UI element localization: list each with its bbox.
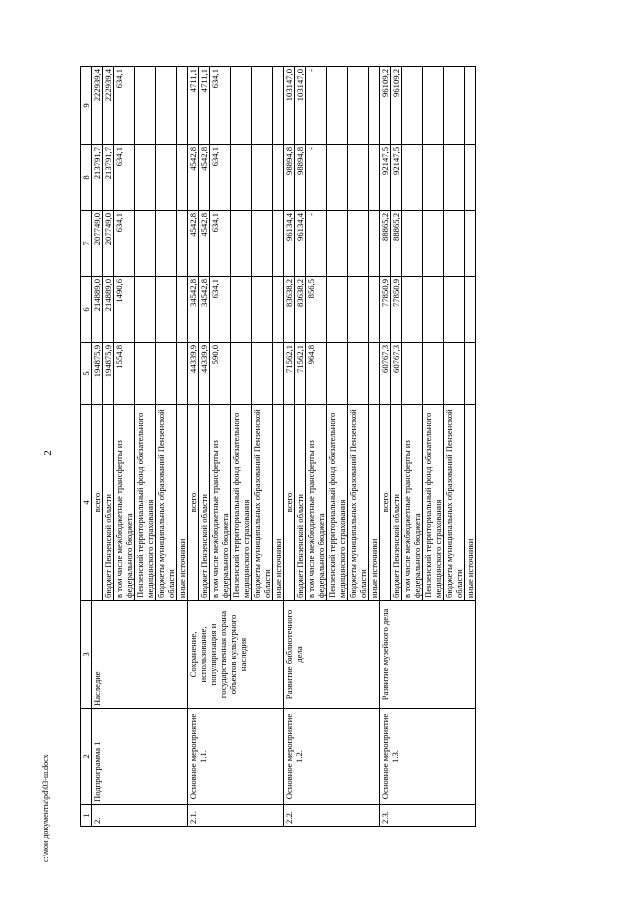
value-cell [348, 67, 369, 145]
value-cell: 222939,4 [92, 67, 103, 145]
value-cell [327, 211, 348, 277]
program-name-cell: Основное мероприятие 1.3. [380, 709, 476, 805]
value-cell [252, 67, 273, 145]
value-cell [348, 277, 369, 343]
value-cell: 634,1 [210, 211, 231, 277]
value-cell: 4711,1 [199, 67, 210, 145]
value-cell [156, 67, 177, 145]
table-row [188, 67, 199, 827]
value-cell: 92147,5 [380, 145, 391, 211]
value-cell: 34542,8 [188, 277, 199, 343]
value-cell [444, 145, 465, 211]
value-cell: 96109,2 [391, 67, 402, 145]
value-cell: 213791,7 [92, 145, 103, 211]
funding-source-cell: бюджет Пензенской области [199, 405, 210, 601]
program-name-cell: Основное мероприятие 1.2. [284, 709, 380, 805]
value-cell: 103147,0 [295, 67, 306, 145]
value-cell [423, 145, 444, 211]
funding-source-cell: в том числе межбюджетные трансферты из федерального бюджета [210, 405, 231, 601]
value-cell: 213791,7 [103, 145, 114, 211]
value-cell [231, 277, 252, 343]
value-cell [465, 277, 476, 343]
row-number-cell: 2.2. [284, 805, 380, 827]
funding-source-cell: бюджеты муниципальных образований Пензенской области [444, 405, 465, 601]
value-cell: 634,1 [114, 67, 135, 145]
row-number-cell: 2.3. [380, 805, 476, 827]
value-cell [156, 211, 177, 277]
value-cell: 92147,5 [391, 145, 402, 211]
value-cell: 1554,8 [114, 343, 135, 405]
executor-cell: Развитие музейного дела [380, 601, 476, 709]
value-cell: 83638,2 [284, 277, 295, 343]
value-cell [231, 67, 252, 145]
value-cell: 44339,9 [199, 343, 210, 405]
value-cell: 96109,2 [380, 67, 391, 145]
value-cell [348, 211, 369, 277]
value-cell [369, 277, 380, 343]
value-cell [252, 343, 273, 405]
program-name-cell: Основное мероприятие 1.1. [188, 709, 284, 805]
value-cell: 590,0 [210, 343, 231, 405]
value-cell [327, 145, 348, 211]
value-cell [465, 211, 476, 277]
column-number-cell: 1 [81, 805, 92, 827]
executor-cell: Развитие библиотечного дела [284, 601, 380, 709]
funding-source-cell: бюджет Пензенской области [103, 405, 114, 601]
column-number-cell: 5 [81, 343, 92, 405]
value-cell [369, 67, 380, 145]
value-cell [156, 277, 177, 343]
value-cell [156, 145, 177, 211]
funding-source-cell: бюджеты муниципальных образований Пензенской области [156, 405, 177, 601]
funding-source-cell: Пензенский территориальный фонд обязательного медицинского страхования [231, 405, 252, 601]
value-cell [273, 67, 284, 145]
value-cell [369, 343, 380, 405]
column-number-cell: 3 [81, 601, 92, 709]
value-cell [231, 211, 252, 277]
value-cell [444, 277, 465, 343]
value-cell: 214889,0 [92, 277, 103, 343]
table-row [92, 67, 103, 827]
funding-source-cell: Пензенский территориальный фонд обязательного медицинского страхования [327, 405, 348, 601]
value-cell [444, 211, 465, 277]
value-cell: 98894,8 [284, 145, 295, 211]
value-cell [369, 211, 380, 277]
value-cell [423, 277, 444, 343]
value-cell [423, 343, 444, 405]
value-cell: 96134,4 [295, 211, 306, 277]
value-cell [135, 211, 156, 277]
value-cell: 103147,0 [284, 67, 295, 145]
value-cell: 634,1 [210, 67, 231, 145]
rotated-table-wrapper [80, 67, 550, 827]
value-cell [231, 343, 252, 405]
value-cell: 194875,9 [92, 343, 103, 405]
value-cell [444, 343, 465, 405]
page-number: 2 [42, 450, 54, 456]
value-cell [156, 343, 177, 405]
value-cell [252, 277, 273, 343]
program-name-cell: Подпрограмма 1 [92, 709, 188, 805]
value-cell [402, 343, 423, 405]
value-cell [177, 67, 188, 145]
value-cell [348, 343, 369, 405]
value-cell: 194875,9 [103, 343, 114, 405]
funding-source-cell: всего [92, 405, 103, 601]
value-cell [327, 343, 348, 405]
funding-source-cell: иные источники [369, 405, 380, 601]
value-cell: 98894,8 [295, 145, 306, 211]
value-cell [348, 145, 369, 211]
funding-source-cell: бюджеты муниципальных образований Пензенской области [252, 405, 273, 601]
value-cell [423, 211, 444, 277]
value-cell: 71562,1 [295, 343, 306, 405]
column-number-cell: 6 [81, 277, 92, 343]
budget-table [80, 66, 476, 827]
value-cell [273, 211, 284, 277]
value-cell [231, 145, 252, 211]
value-cell [402, 277, 423, 343]
value-cell [135, 343, 156, 405]
column-number-row [81, 67, 92, 827]
table-row [284, 67, 295, 827]
value-cell: 634,1 [114, 211, 135, 277]
funding-source-cell: Пензенский территориальный фонд обязательного медицинского страхования [423, 405, 444, 601]
value-cell: 634,1 [210, 145, 231, 211]
value-cell [327, 277, 348, 343]
funding-source-cell: всего [284, 405, 295, 601]
executor-cell: Наследие [92, 601, 188, 709]
value-cell: 4542,8 [199, 145, 210, 211]
value-cell: 88865,2 [380, 211, 391, 277]
value-cell: 634,1 [210, 277, 231, 343]
column-number-cell: 9 [81, 67, 92, 145]
table-row [380, 67, 391, 827]
value-cell: 60767,3 [391, 343, 402, 405]
value-cell: 60767,3 [380, 343, 391, 405]
value-cell: 1490,6 [114, 277, 135, 343]
value-cell: 964,8 [306, 343, 327, 405]
value-cell [465, 145, 476, 211]
value-cell: 83638,2 [295, 277, 306, 343]
value-cell [135, 67, 156, 145]
value-cell: - [306, 211, 327, 277]
value-cell [423, 67, 444, 145]
column-number-cell: 7 [81, 211, 92, 277]
value-cell: 222939,4 [103, 67, 114, 145]
value-cell [402, 211, 423, 277]
funding-source-cell: бюджет Пензенской области [295, 405, 306, 601]
value-cell [177, 145, 188, 211]
value-cell: 71562,1 [284, 343, 295, 405]
value-cell: 88865,2 [391, 211, 402, 277]
funding-source-cell: иные источники [273, 405, 284, 601]
value-cell [273, 343, 284, 405]
value-cell [465, 343, 476, 405]
value-cell [135, 145, 156, 211]
value-cell [273, 145, 284, 211]
value-cell [444, 67, 465, 145]
row-number-cell: 2.1. [188, 805, 284, 827]
value-cell: 4542,8 [188, 211, 199, 277]
column-number-cell: 8 [81, 145, 92, 211]
row-number-cell: 2. [92, 805, 188, 827]
value-cell: 34542,8 [199, 277, 210, 343]
funding-source-cell: всего [380, 405, 391, 601]
value-cell: 856,5 [306, 277, 327, 343]
value-cell: 214889,0 [103, 277, 114, 343]
value-cell [465, 67, 476, 145]
value-cell [369, 145, 380, 211]
executor-cell: Сохранение, использование, популяризация и государственная охрана объектов культурного наследия [188, 601, 284, 709]
value-cell: - [306, 67, 327, 145]
value-cell: 207749,0 [103, 211, 114, 277]
value-cell: 4711,1 [188, 67, 199, 145]
column-number-cell: 2 [81, 709, 92, 805]
value-cell: 44339,9 [188, 343, 199, 405]
funding-source-cell: всего [188, 405, 199, 601]
value-cell: - [306, 145, 327, 211]
value-cell: 4542,8 [188, 145, 199, 211]
funding-source-cell: бюджет Пензенской области [391, 405, 402, 601]
value-cell: 77850,9 [391, 277, 402, 343]
funding-source-cell: иные источники [177, 405, 188, 601]
funding-source-cell: бюджеты муниципальных образований Пензенской области [348, 405, 369, 601]
value-cell: 4542,8 [199, 211, 210, 277]
funding-source-cell: в том числе межбюджетные трансферты из федерального бюджета [402, 405, 423, 601]
value-cell [252, 145, 273, 211]
value-cell [273, 277, 284, 343]
value-cell [177, 211, 188, 277]
value-cell: 634,1 [114, 145, 135, 211]
value-cell [402, 67, 423, 145]
funding-source-cell: иные источники [465, 405, 476, 601]
value-cell [135, 277, 156, 343]
value-cell [402, 145, 423, 211]
value-cell: 96134,4 [284, 211, 295, 277]
footer-file-path: c:\мои документы\pd\03-ш.docx [41, 754, 50, 862]
funding-source-cell: Пензенский территориальный фонд обязательного медицинского страхования [135, 405, 156, 601]
value-cell [177, 343, 188, 405]
value-cell: 77850,9 [380, 277, 391, 343]
value-cell [177, 277, 188, 343]
value-cell [327, 67, 348, 145]
funding-source-cell: в том числе межбюджетные трансферты из федерального бюджета [306, 405, 327, 601]
funding-source-cell: в том числе межбюджетные трансферты из федерального бюджета [114, 405, 135, 601]
column-number-cell: 4 [81, 405, 92, 601]
value-cell: 207749,0 [92, 211, 103, 277]
value-cell [252, 211, 273, 277]
